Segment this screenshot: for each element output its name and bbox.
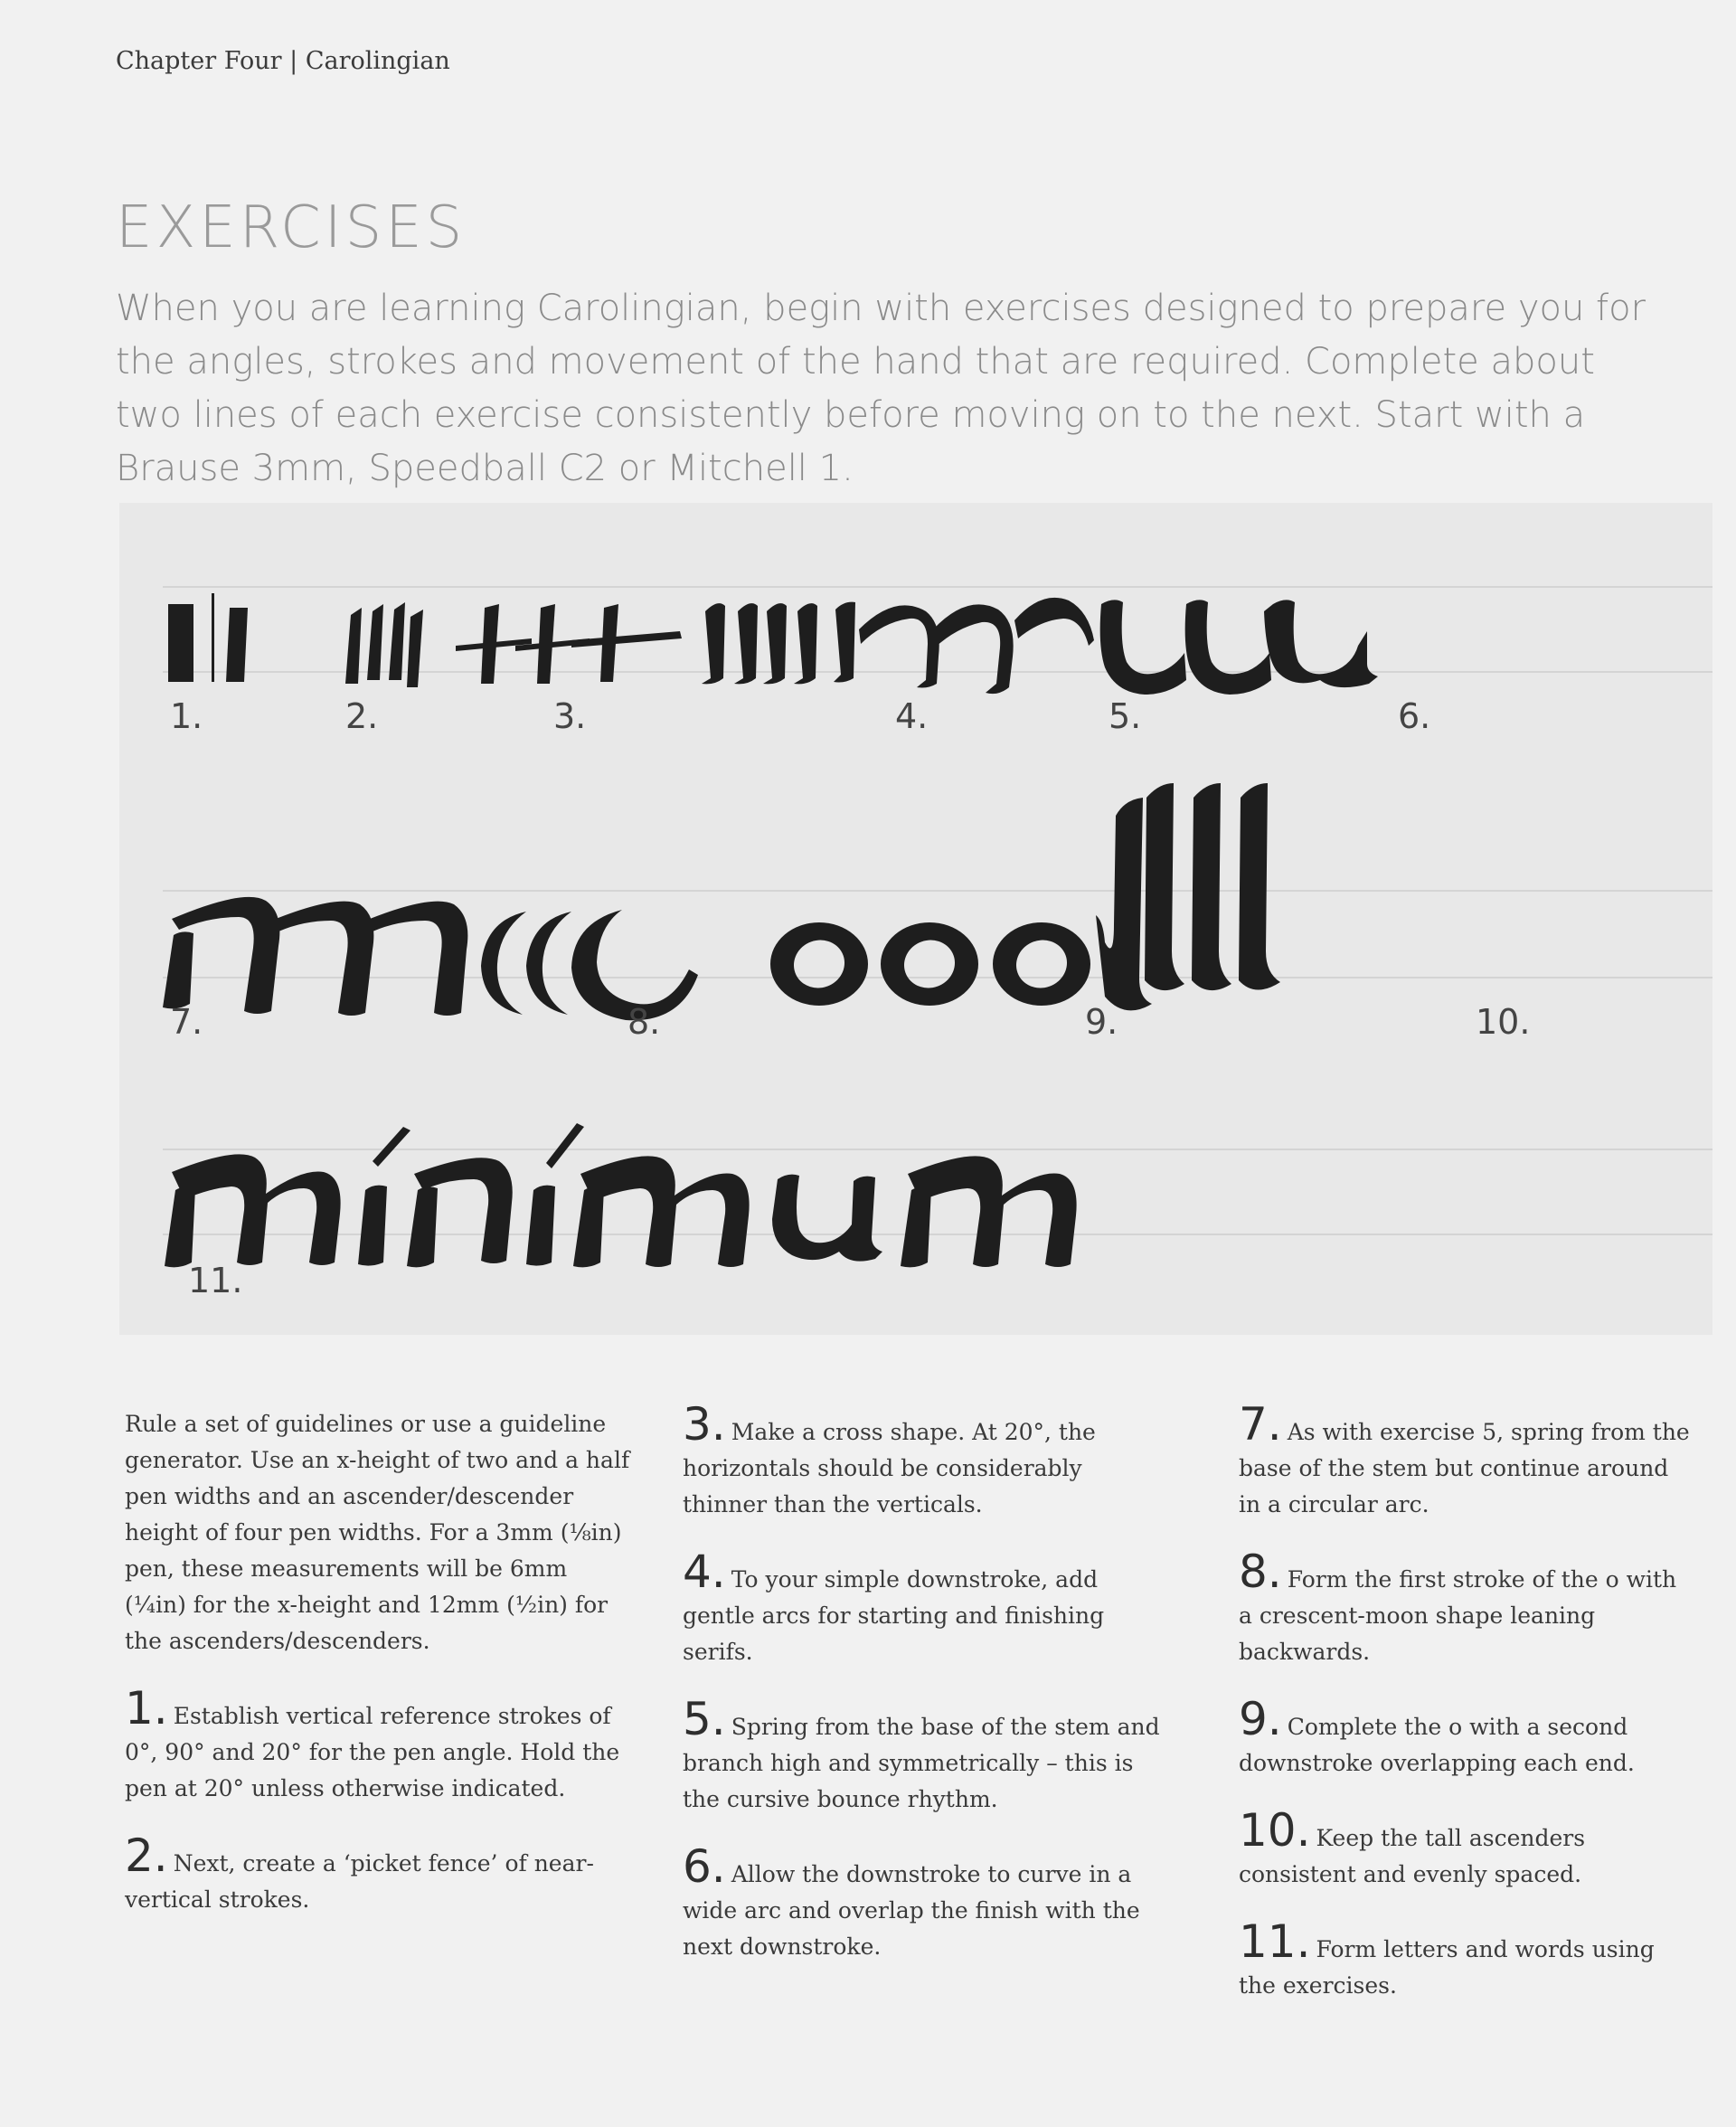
- exercise-11-word: [165, 1123, 1077, 1267]
- instruction-text: Spring from the base of the stem and branch high and symmetrically – this is the cursive bounce rhythm.: [683, 1714, 1160, 1812]
- running-head: Chapter Four | Carolingian: [116, 47, 450, 75]
- exercise-6-strokes: [1100, 600, 1378, 695]
- instruction-number: 3.: [683, 1398, 726, 1451]
- column-1: [125, 1406, 631, 1949]
- instruction-number: 6.: [683, 1840, 726, 1893]
- instruction-text: Establish vertical reference strokes of 0°, 90° and 20° for the pen angle. Hold the pen at 20° unless otherwise indicated.: [125, 1703, 620, 1801]
- instruction-item: [683, 1398, 1171, 1523]
- instruction-item: [1239, 1398, 1691, 1523]
- exercise-label-3: 3.: [553, 696, 587, 736]
- instruction-text: Keep the tall ascenders consistent and evenly spaced.: [1239, 1825, 1586, 1887]
- calligraphy-strokes: [119, 503, 1712, 1335]
- instruction-text: Make a cross shape. At 20°, the horizontals should be considerably thinner than the verticals.: [683, 1419, 1096, 1517]
- instruction-item: [683, 1693, 1171, 1818]
- exercise-plate: [119, 503, 1712, 1335]
- instruction-number: 2.: [125, 1829, 168, 1882]
- instruction-number: 9.: [1239, 1693, 1282, 1745]
- exercise-label-4: 4.: [895, 696, 929, 736]
- exercise-8-strokes: [481, 910, 698, 1020]
- instruction-text: Form the first stroke of the o with a crescent-moon shape leaning backwards.: [1239, 1566, 1677, 1665]
- instruction-text: As with exercise 5, spring from the base of the stem but continue around in a circular arc.: [1239, 1419, 1690, 1517]
- column-2: [683, 1398, 1171, 1996]
- exercise-label-7: 7.: [170, 1002, 203, 1042]
- exercise-3-strokes: [456, 604, 682, 684]
- instruction-item: [1239, 1915, 1691, 2004]
- column-3: [1239, 1398, 1691, 2035]
- exercise-7-strokes: [163, 897, 467, 1016]
- exercise-label-10: 10.: [1476, 1002, 1531, 1042]
- instruction-item: [683, 1840, 1171, 1965]
- instruction-number: 1.: [125, 1682, 168, 1735]
- exercise-9-strokes: [770, 922, 1090, 1006]
- exercise-label-11: 11.: [188, 1261, 243, 1300]
- exercise-label-6: 6.: [1398, 696, 1431, 736]
- page-heading: EXERCISES: [116, 194, 467, 261]
- instruction-number: 4.: [683, 1546, 726, 1598]
- instruction-item: [1239, 1693, 1691, 1782]
- exercise-2-strokes: [237, 602, 423, 687]
- instruction-number: 8.: [1239, 1546, 1282, 1598]
- exercise-1-strokes: [168, 593, 248, 682]
- setup-paragraph: Rule a set of guidelines or use a guideline generator. Use an x-height of two and a half pen widths and an ascender/descender height of four pen widths. For a 3mm (⅛in) pen, these measurements will be 6mm (¼in) for the x-height and 12mm (½in) for the ascenders/descenders.: [125, 1411, 630, 1654]
- instruction-text: Next, create a ‘picket fence’ of near-vertical strokes.: [125, 1850, 594, 1913]
- instruction-item: [683, 1546, 1171, 1670]
- exercise-label-9: 9.: [1085, 1002, 1118, 1042]
- exercise-label-8: 8.: [627, 1002, 661, 1042]
- exercise-label-2: 2.: [345, 696, 379, 736]
- instruction-number: 10.: [1239, 1804, 1311, 1857]
- instruction-number: 5.: [683, 1693, 726, 1745]
- instruction-number: 11.: [1239, 1915, 1311, 1968]
- instruction-text: Allow the downstroke to curve in a wide arc and overlap the finish with the next downstroke.: [683, 1861, 1140, 1960]
- instruction-item: [125, 1829, 631, 1918]
- instruction-number: 7.: [1239, 1398, 1282, 1451]
- exercise-label-1: 1.: [170, 696, 203, 736]
- instruction-item: [1239, 1546, 1691, 1670]
- instruction-text: Form letters and words using the exercises.: [1239, 1936, 1655, 1999]
- exercise-4-strokes: [702, 603, 817, 684]
- exercise-10-strokes: [1096, 783, 1280, 1010]
- instruction-text: To your simple downstroke, add gentle arcs for starting and finishing serifs.: [683, 1566, 1105, 1665]
- instruction-item: [125, 1682, 631, 1807]
- exercise-5-strokes: [834, 598, 1094, 694]
- exercise-label-5: 5.: [1109, 696, 1142, 736]
- instruction-item: [1239, 1804, 1691, 1893]
- instruction-text: Complete the o with a second downstroke overlapping each end.: [1239, 1714, 1635, 1776]
- intro-paragraph: When you are learning Carolingian, begin with exercises designed to prepare you for the angles, strokes and movement of the hand that are required. Complete about two lines of each exercise consistently before moving on to the next. Start with a Brause 3mm, Speedball C2 or Mitchell 1.: [116, 288, 1646, 489]
